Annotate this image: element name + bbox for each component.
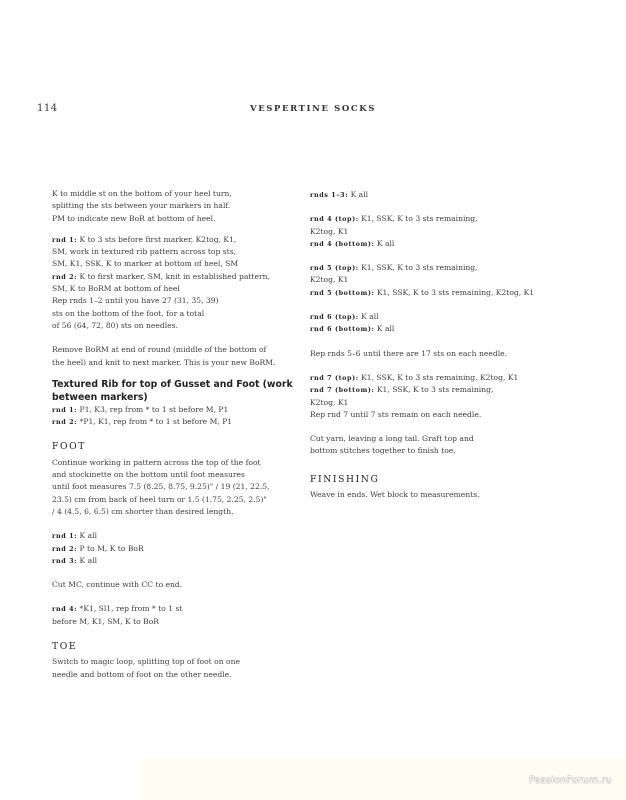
foot-paragraph — [52, 457, 314, 518]
repeat-7-text: Rep rnd 7 until 7 sts remain on each needle. — [310, 409, 482, 419]
rnd-label: rnd 3: — [52, 556, 78, 565]
rnd-label: rnds 1–3: — [310, 191, 349, 199]
rnd-text: K all — [348, 190, 369, 199]
rnd-1-instruction — [52, 234, 314, 271]
rnd-label: rnd 6 (bottom): — [310, 325, 375, 334]
heading-line: between markers) — [52, 391, 148, 403]
foot-rnd-1 — [52, 530, 314, 542]
remove-borm-paragraph — [52, 344, 314, 369]
rnd-label: rnd 6 (top): — [310, 313, 359, 322]
rnd-7-bottom — [310, 384, 580, 409]
rnd-label: rnd 2: — [52, 272, 78, 281]
text-line: Cut yarn, leaving a long tail. Graft top and — [310, 434, 474, 444]
text-line: SM, work in textured rib pattern across top sts, — [52, 247, 237, 257]
rnd-5-bottom — [310, 287, 580, 299]
rnd-label: rnd 7 (bottom): — [310, 386, 375, 395]
text-line: bottom stitches together to finish toe. — [310, 446, 456, 456]
rnd-6-top — [310, 311, 580, 323]
rnd-text: *K1, Sl1, rep from * to 1 st — [77, 604, 183, 614]
rnd-text: K all — [77, 531, 98, 541]
text-line: Switch to magic loop, splitting top of foot on one — [52, 657, 240, 667]
rnd-label: rnd 1: — [52, 235, 78, 244]
page-number: 114 — [37, 103, 58, 114]
text-line: K to middle st on the bottom of your heel turn, — [52, 189, 232, 198]
rnd-label: rnd 5 (top): — [310, 264, 359, 273]
rnd-text: K1, SSK, K to 3 sts remaining, K2tog, K1 — [358, 372, 519, 382]
text-line: / 4 (4.5, 6, 6.5) cm shorter than desired length. — [52, 506, 234, 516]
rnd-7-top — [310, 372, 580, 384]
text-line: PM to indicate new BoR at bottom of heel. — [52, 213, 216, 223]
running-title: VESPERTINE SOCKS — [250, 104, 376, 114]
textured-rnd-2 — [52, 416, 314, 428]
foot-rnd-3 — [52, 555, 314, 567]
rnd-2-instruction — [52, 271, 314, 296]
rnd-text: K all — [358, 312, 379, 322]
foot-rnd-4 — [52, 603, 314, 628]
text-line: sts on the bottom of the foot, for a total — [52, 308, 205, 318]
rnd-text: K1, SSK, K to 3 sts remaining, — [374, 385, 494, 395]
textured-rnd-1 — [52, 404, 314, 416]
rnd-text: P to M, K to BoR — [77, 543, 144, 553]
toe-heading: TOE — [52, 641, 78, 653]
text-line: of 56 (64, 72, 80) sts on needles. — [52, 320, 178, 330]
rnd-label: rnd 4 (top): — [310, 215, 359, 224]
rnd-4-top — [310, 213, 580, 238]
text-line: before M, K1, SM, K to BoR — [52, 616, 160, 626]
rnd-text: K1, SSK, K to 3 sts remaining, — [358, 263, 478, 273]
rnd-label: rnd 2: — [52, 544, 78, 553]
rnd-text: K all — [77, 555, 98, 565]
text-line: K2tog, K1 — [310, 226, 349, 236]
text-line: K2tog, K1 — [310, 275, 349, 285]
text-line: SM, K to BoRM at bottom of heel — [52, 284, 180, 294]
cut-mc-text: Cut MC, continue with CC to end. — [52, 580, 183, 590]
text-line: Rep rnds 1–2 until you have 27 (31, 35, 39) — [52, 296, 219, 306]
watermark-text: PassionForum.ru — [528, 775, 612, 786]
text-line: Remove BoRM at end of round (middle of the bottom of — [52, 345, 267, 355]
finishing-text: Weave in ends. Wet block to measurements. — [310, 490, 480, 500]
rnd-label: rnd 4: — [52, 605, 78, 614]
rnd-text: *P1, K1, rep from * to 1 st before M, P1 — [77, 417, 233, 427]
text-line: needle and bottom of foot on the other needle. — [52, 669, 232, 679]
rnd-text: P1, K3, rep from * to 1 st before M, P1 — [77, 404, 229, 414]
rnd-6-bottom — [310, 323, 580, 335]
rnds-1-3 — [310, 189, 580, 201]
text-line: the heel) and knit to next marker. This is your new BoRM. — [52, 357, 276, 367]
text-line: Continue working in pattern across the top of the foot — [52, 457, 261, 467]
text-line: until foot measures 7.5 (8.25, 8.75, 9.25)" / 19 (21, 22.5, — [52, 482, 270, 492]
rnd-label: rnd 2: — [52, 418, 78, 427]
rnd-4-bottom — [310, 238, 580, 250]
rnd-label: rnd 7 (top): — [310, 373, 359, 382]
rnd-text: K1, SSK, K to 3 sts remaining, — [358, 214, 478, 224]
rnd-label: rnd 1: — [52, 405, 78, 414]
repeat-paragraph — [52, 295, 314, 332]
text-line: and stockinette on the bottom until foot measures — [52, 470, 245, 480]
right-column — [310, 189, 580, 501]
rnd-text: K1, SSK, K to 3 sts remaining, K2tog, K1 — [374, 287, 535, 297]
text-line: splitting the sts between your markers in half. — [52, 201, 231, 211]
toe-paragraph — [52, 656, 314, 681]
repeat-5-6-text: Rep rnds 5–6 until there are 17 sts on each needle. — [310, 348, 508, 358]
rnd-text: K to 3 sts before first marker, K2tog, K1, — [77, 234, 237, 244]
cut-yarn-paragraph — [310, 433, 580, 458]
heading-line: Textured Rib for top of Gusset and Foot (work — [52, 378, 293, 390]
rnd-text: K to first marker, SM, knit in established pattern, — [77, 271, 270, 281]
rnd-text: K all — [374, 324, 395, 334]
text-line: SM, K1, SSK, K to marker at bottom of heel, SM — [52, 259, 239, 269]
rnd-5-top — [310, 262, 580, 287]
rnd-label: rnd 1: — [52, 532, 78, 541]
text-line: 23.5) cm from back of heel turn or 1.5 (1.75, 2.25, 2.5)" — [52, 494, 267, 504]
intro-paragraph — [52, 188, 314, 225]
rnd-label: rnd 5 (bottom): — [310, 288, 375, 297]
left-column — [52, 188, 314, 681]
finishing-heading: FINISHING — [310, 473, 380, 485]
rnd-label: rnd 4 (bottom): — [310, 239, 375, 248]
foot-heading: FOOT — [52, 441, 86, 453]
foot-rnd-2 — [52, 543, 314, 555]
text-line: K2tog, K1 — [310, 397, 349, 407]
rnd-text: K all — [374, 238, 395, 248]
textured-rib-heading — [52, 378, 314, 404]
